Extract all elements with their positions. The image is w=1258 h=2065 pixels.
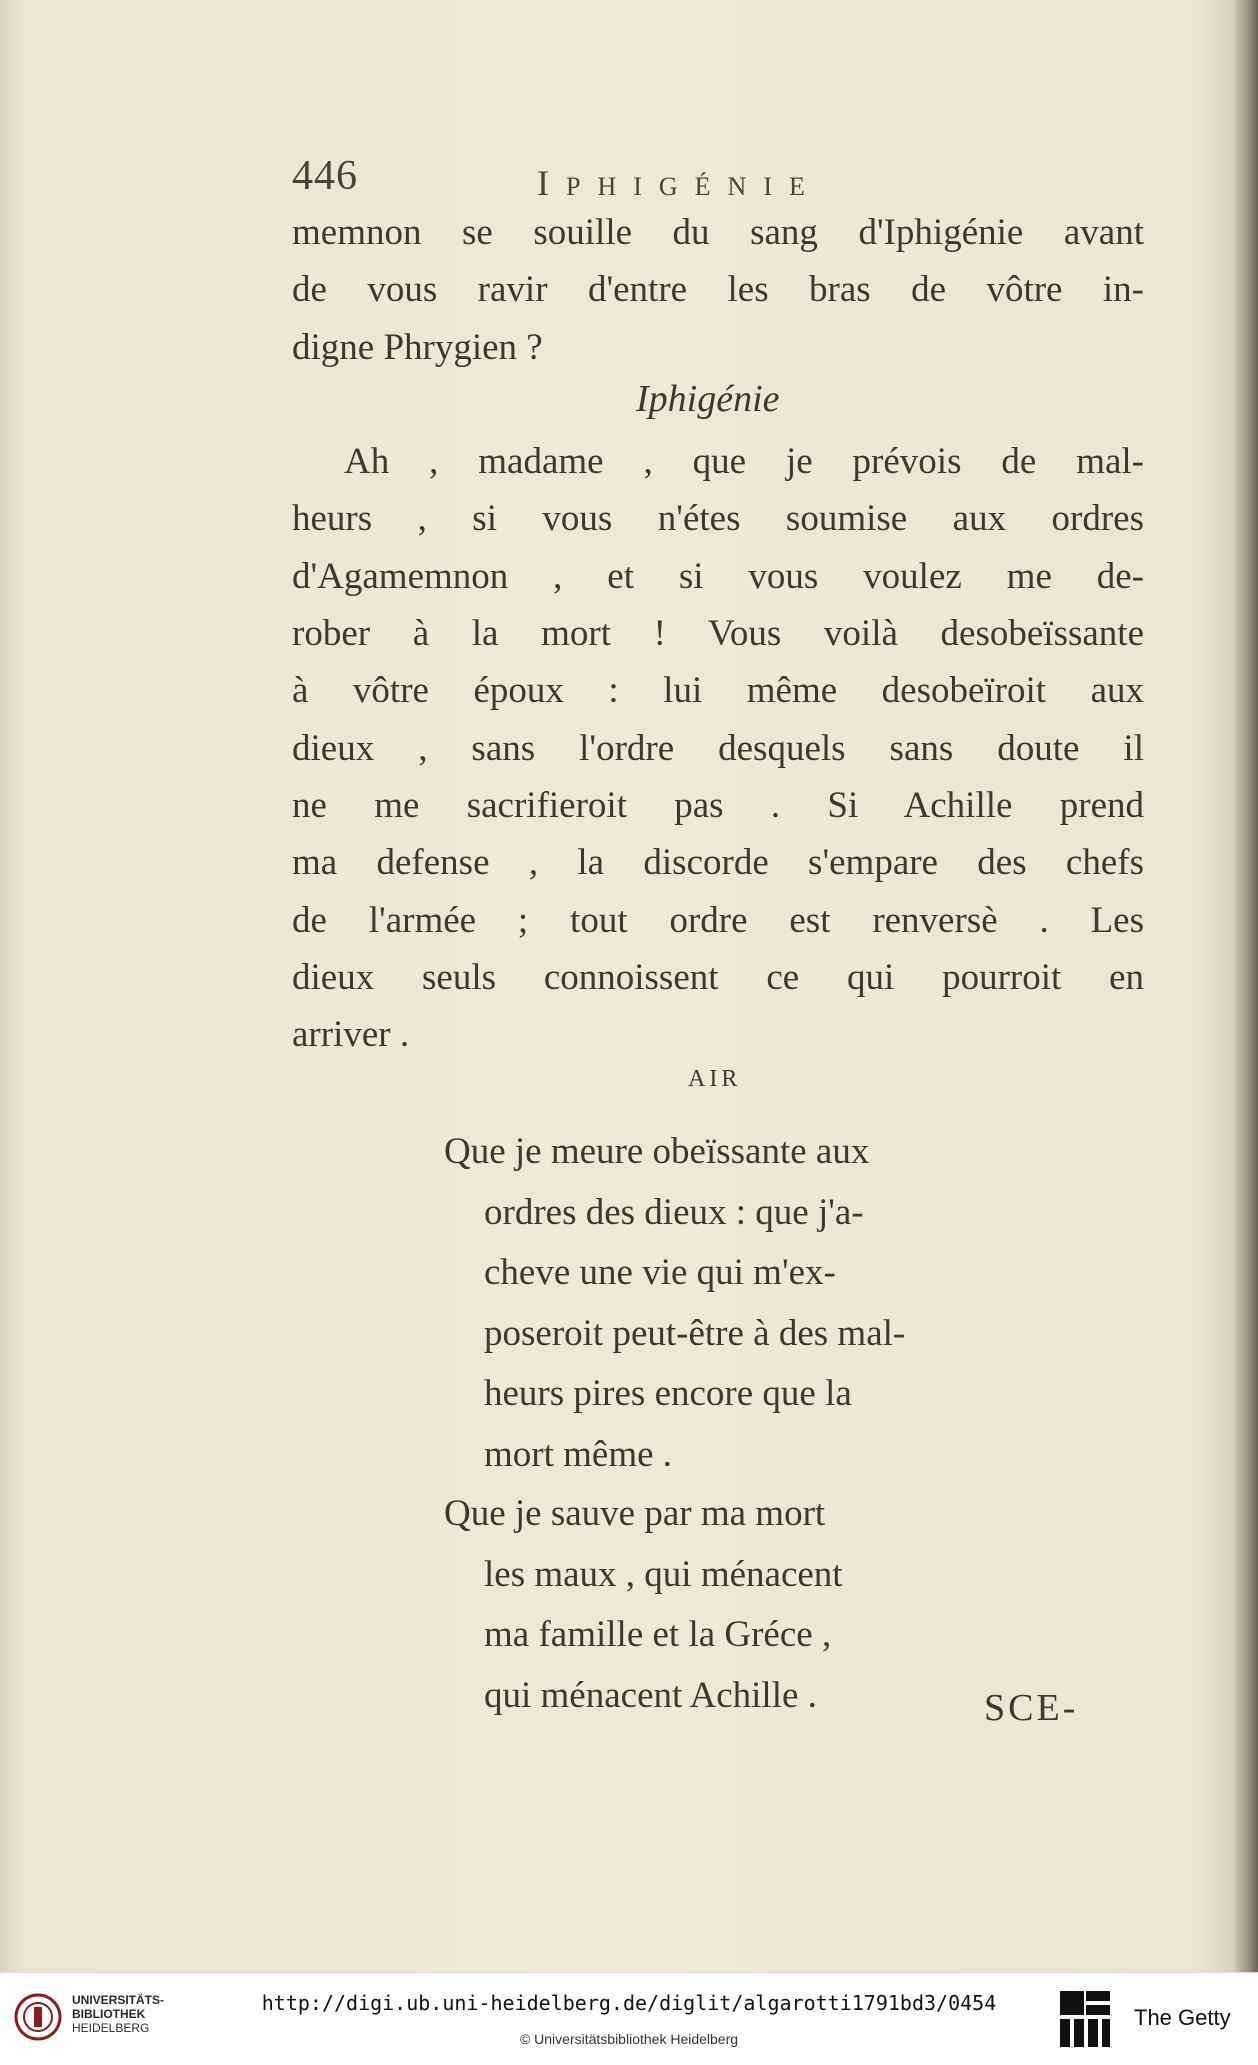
library-name-line: UNIVERSITÄTS- <box>72 1993 165 2007</box>
text-line: Ah , madame , que je prévois de mal- <box>344 441 1144 483</box>
running-title-initial: I <box>537 163 566 203</box>
page-header <box>292 152 912 204</box>
viewer-footer <box>0 1972 1258 2065</box>
verse-line: Que je meure obeïssante aux <box>444 1131 870 1172</box>
text-line: dieux seuls connoissent ce qui pourroit en <box>292 956 1144 998</box>
text-line: memnon se souille du sang d'Iphigénie avant <box>292 212 1144 253</box>
text-line: ne me sacrifieroit pas . Si Achille prend <box>292 784 1144 826</box>
verse-stanza-1 <box>444 1122 1004 1485</box>
text-line: ma defense , la discorde s'empare des chefs <box>292 842 1144 884</box>
running-title <box>537 162 822 204</box>
verse-stanza-2 <box>444 1484 1004 1726</box>
getty-logo-icon <box>1058 1989 1112 2049</box>
permalink-url[interactable]: http://digi.ub.uni-heidelberg.de/diglit/algarotti1791bd3/0454 <box>261 1991 997 2015</box>
verse-line: ma famille et la Gréce , <box>484 1614 832 1655</box>
text-line: digne Phrygien ? <box>292 326 543 368</box>
body-text <box>292 204 1144 1063</box>
verse-line: les maux , qui ménacent <box>484 1553 843 1595</box>
verse-line: poseroit peut-être à des mal- <box>484 1312 906 1354</box>
text-line: rober à la mort ! Vous voilà desobeïssante <box>292 613 1144 655</box>
text-line: heurs , si vous n'étes soumise aux ordres <box>292 498 1144 540</box>
verse-line: qui ménacent Achille . <box>484 1674 817 1716</box>
library-name-line: BIBLIOTHEK <box>72 2007 146 2021</box>
catchword: SCE- <box>984 1687 1079 1729</box>
text-line: de vous ravir d'entre les bras de vôtre in- <box>292 269 1144 311</box>
page-number: 446 <box>292 153 358 199</box>
text-line: de l'armée ; tout ordre est renversè . Les <box>292 899 1144 941</box>
text-line: à vôtre époux : lui même desobeïroit aux <box>292 670 1144 712</box>
verse-line: Que je sauve par ma mort <box>444 1493 826 1534</box>
text-line: dieux , sans l'ordre desquels sans doute il <box>292 727 1144 769</box>
verse-line: heurs pires encore que la <box>484 1373 852 1414</box>
speaker-name: Iphigénie <box>636 378 780 420</box>
air-heading: AIR <box>688 1066 742 1092</box>
verse-line: mort même . <box>484 1433 673 1475</box>
verse-line: ordres des dieux : que j'a- <box>484 1191 864 1233</box>
copyright-notice: © Universitätsbibliothek Heidelberg <box>519 2031 739 2047</box>
library-name-line: HEIDELBERG <box>72 2021 150 2035</box>
text-line: arriver . <box>292 1014 410 1056</box>
running-title-rest: PHIGÉNIE <box>566 172 822 201</box>
verse-line: cheve une vie qui m'ex- <box>484 1252 836 1293</box>
text-line: d'Agamemnon , et si vous voulez me de- <box>292 555 1144 597</box>
getty-label: The Getty <box>1134 2005 1231 2030</box>
